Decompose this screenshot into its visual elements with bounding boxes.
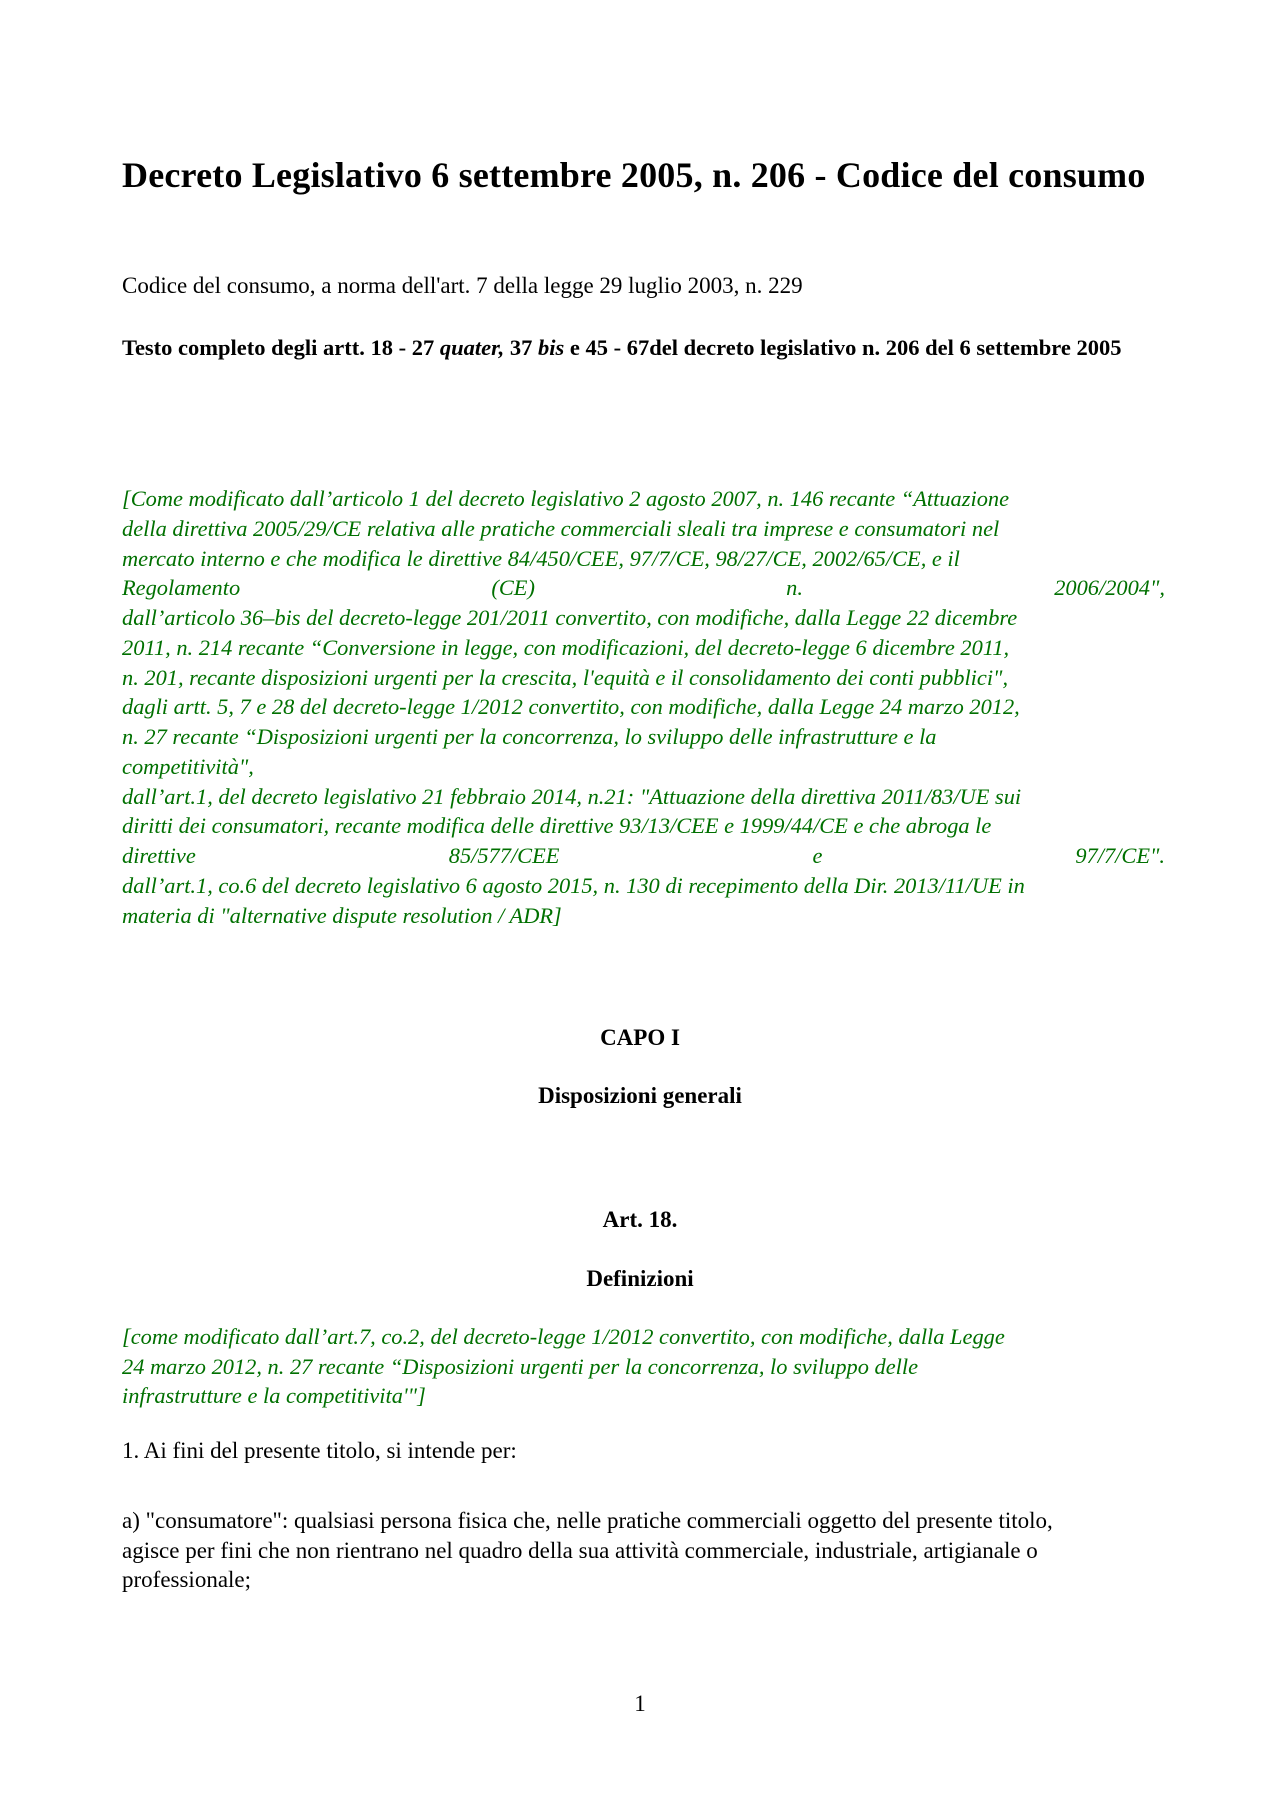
- paragraph-1: 1. Ai fini del presente titolo, si intende per:: [122, 1438, 517, 1463]
- paragraph-line: a) "consumatore": qualsiasi persona fisica che, nelle pratiche commerciali oggetto del presente titolo,: [122, 1508, 1053, 1533]
- note-line: dall’articolo 36–bis del decreto-legge 201/2011 convertito, con modifiche, dalla Legge 22 dicembre: [122, 605, 1018, 630]
- note-line: diritti dei consumatori, recante modifica delle direttive 93/13/CEE e 1999/44/CE e che abroga le: [122, 813, 992, 839]
- note-line: dagli artt. 5, 7 e 28 del decreto-legge 1/2012 convertito, con modifiche, dalla Legge 24 marzo 2012,: [122, 694, 1020, 720]
- note-word: e: [812, 843, 823, 868]
- note-word: n.: [786, 575, 803, 601]
- heading-quater: quater,: [439, 335, 505, 360]
- note-word: 2006/2004",: [1054, 575, 1165, 601]
- chapter-title: Disposizioni generali: [538, 1083, 742, 1108]
- document-title: Decreto Legislativo 6 settembre 2005, n. 206 - Codice del consumo: [122, 155, 1146, 195]
- note-line-justified: [122, 573, 1165, 603]
- note-word: direttive: [122, 843, 196, 868]
- note-word: 97/7/CE".: [1075, 843, 1165, 868]
- note-line: della direttiva 2005/29/CE relativa alle pratiche commerciali sleali tra imprese e consumatori nel: [122, 515, 1000, 541]
- note-line: dall’art.1, co.6 del decreto legislativo 6 agosto 2015, n. 130 di recepimento della Dir. 2013/11/UE in: [122, 872, 1025, 898]
- note-line: mercato interno e che modifica le direttive 84/450/CEE, 97/7/CE, 98/27/CE, 2002/65/CE, e il: [122, 545, 960, 571]
- note-line: [Come modificato dall’articolo 1 del decreto legislativo 2 agosto 2007, n. 146 recante “Attuazione: [122, 486, 1010, 511]
- heading-part1: Testo completo degli artt. 18 - 27: [122, 335, 440, 360]
- heading-part2: 37: [504, 335, 539, 360]
- note-line-justified: [122, 841, 1165, 871]
- note-line: [come modificato dall’art.7, co.2, del decreto-legge 1/2012 convertito, con modifiche, dalla Legge: [122, 1324, 1005, 1349]
- article-number: Art. 18.: [602, 1207, 678, 1232]
- note-word: Regolamento: [122, 575, 241, 601]
- note-line: materia di "alternative dispute resolution / ADR]: [122, 902, 562, 928]
- note-line: competitività",: [122, 753, 254, 779]
- note-line: dall’art.1, del decreto legislativo 21 febbraio 2014, n.21: "Attuazione della direttiva 2011/83/UE sui: [122, 783, 1022, 809]
- note-line: n. 27 recante “Disposizioni urgenti per la concorrenza, lo sviluppo delle infrastrutture e la: [122, 724, 937, 749]
- amendment-note: [122, 484, 1165, 930]
- note-word: (CE): [491, 575, 535, 601]
- paragraph-definition-a: [122, 1506, 1165, 1595]
- note-line: 24 marzo 2012, n. 27 recante “Disposizioni urgenti per la concorrenza, lo sviluppo delle: [122, 1353, 919, 1379]
- note-word: 85/577/CEE: [448, 843, 560, 868]
- document-subtitle: Codice del consumo, a norma dell'art. 7 della legge 29 luglio 2003, n. 229: [122, 273, 803, 298]
- note-line: 2011, n. 214 recante “Conversione in legge, con modificazioni, del decreto-legge 6 dicembre 2011,: [122, 634, 1010, 660]
- chapter-number: CAPO I: [600, 1025, 680, 1050]
- article-title: Definizioni: [586, 1266, 694, 1291]
- article-amendment-note: [122, 1322, 1165, 1411]
- page-number: 1: [634, 1691, 646, 1716]
- document-heading: [122, 333, 1165, 362]
- heading-part3: e 45 - 67del decreto legislativo n. 206 del 6 settembre 2005: [564, 335, 1122, 360]
- note-line: infrastrutture e la competitivita'"]: [122, 1383, 426, 1408]
- heading-bis: bis: [538, 335, 565, 360]
- note-line: n. 201, recante disposizioni urgenti per la crescita, l'equità e il consolidamento dei conti pubblici",: [122, 664, 1009, 690]
- paragraph-line: professionale;: [122, 1567, 252, 1592]
- paragraph-line: agisce per fini che non rientrano nel quadro della sua attività commerciale, industriale, artigianale o: [122, 1537, 1038, 1563]
